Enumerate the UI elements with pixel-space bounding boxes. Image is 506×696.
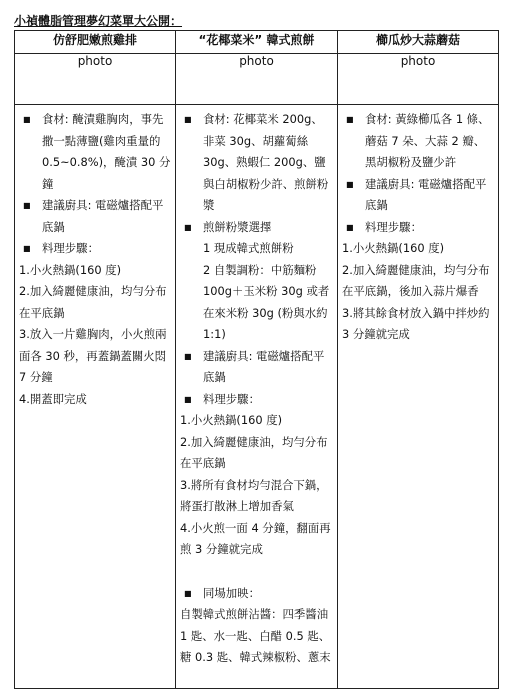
bullet-item <box>180 389 333 411</box>
page-title: 小禎體脂管理夢幻菜單大公開： <box>14 14 183 28</box>
bullet-item <box>180 583 333 605</box>
bullet-item <box>342 174 494 217</box>
bullet-square-icon: ■ <box>23 115 31 124</box>
side-text: 自製韓式煎餅沾醬：四季醬油 1 匙、水一匙、白醋 0.5 匙、糖 0.3 匙、韓式辣椒粉、蔥末 <box>180 607 331 664</box>
recipe-detail-chicken <box>15 105 176 689</box>
steps-label: 料理步驟： <box>42 241 99 255</box>
step-text: 1.小火熱鍋(160 度) <box>180 413 283 427</box>
side-label: 同場加映： <box>203 585 260 600</box>
steps-label: 料理步驟： <box>203 391 260 406</box>
header-row <box>15 31 499 54</box>
bullet-item <box>19 195 171 238</box>
recipe-detail-zucchini <box>338 105 499 689</box>
menu-table <box>14 30 499 689</box>
detail-row <box>15 105 499 689</box>
step-text: 3.放入一片雞胸肉，小火煎兩面各 30 秒，再蓋鍋蓋關火悶 7 分鐘 <box>19 327 167 384</box>
step-text: 3.將其餘食材放入鍋中拌炒約 3 分鐘就完成 <box>342 305 490 341</box>
ingredients-text: 食材: 黃綠櫛瓜各 1 條、蘑菇 7 朵、大蒜 2 瓣、黑胡椒粉及鹽少許 <box>365 112 490 169</box>
bullet-square-icon: ■ <box>346 179 354 189</box>
photo-row <box>15 54 499 105</box>
step-text: 2.加入綺麗健康油，均勻分布在平底鍋 <box>180 434 328 470</box>
batter-option-2: 2 自製調粉：中筋麵粉 100g＋玉米粉 30g 或者在來米粉 30g (粉與水約 1:1) <box>203 262 330 341</box>
bullet-item <box>180 109 333 217</box>
batter-label: 煎餅粉漿選擇 <box>203 219 272 234</box>
bullet-item <box>19 109 171 195</box>
column-title-pancake: “花椰菜米” 韓式煎餅 <box>176 31 338 54</box>
bullet-square-icon: ■ <box>346 115 354 124</box>
batter-option-1: 1 現成韓式煎餅粉 <box>203 241 294 255</box>
step-text: 1.小火熱鍋(160 度) <box>342 241 445 255</box>
recipe-detail-pancake <box>176 105 338 689</box>
bullet-item <box>180 346 333 389</box>
step-text: 2.加入綺麗健康油，均勻分布在平底鍋，後加入蒜片爆香 <box>342 262 490 298</box>
photo-placeholder-pancake: photo <box>176 54 338 105</box>
bullet-square-icon: ■ <box>184 588 192 598</box>
tools-text: 建議廚具: 電磁爐搭配平底鍋 <box>365 176 487 212</box>
bullet-square-icon: ■ <box>184 351 192 361</box>
spacer <box>180 561 333 583</box>
bullet-square-icon: ■ <box>23 244 31 253</box>
column-title-zucchini: 櫛瓜炒大蒜蘑菇 <box>338 31 499 54</box>
column-title-chicken: 仿舒肥嫩煎雞排 <box>15 31 176 54</box>
tools-text: 建議廚具: 電磁爐搭配平底鍋 <box>203 348 325 384</box>
step-text: 4.開蓋即完成 <box>19 391 87 406</box>
bullet-square-icon: ■ <box>184 115 192 124</box>
bullet-item <box>19 238 171 260</box>
bullet-square-icon: ■ <box>184 394 192 404</box>
step-text: 2.加入綺麗健康油，均勻分布在平底鍋 <box>19 284 167 320</box>
tools-text: 建議廚具: 電磁爐搭配平底鍋 <box>42 198 164 234</box>
bullet-item <box>342 217 494 239</box>
bullet-square-icon: ■ <box>346 222 354 232</box>
ingredients-text: 食材: 醃漬雞胸肉，事先撒一點薄鹽(雞肉重量的 0.5~0.8%)，醃漬 30 分鐘 <box>42 112 171 191</box>
step-text: 1.小火熱鍋(160 度) <box>19 262 122 277</box>
step-text: 3.將所有食材均勻混合下鍋，將蛋打散淋上增加香氣 <box>180 477 328 513</box>
bullet-square-icon: ■ <box>184 222 192 232</box>
photo-placeholder-zucchini: photo <box>338 54 499 105</box>
bullet-item <box>342 109 494 174</box>
bullet-item <box>180 217 333 239</box>
ingredients-text: 食材: 花椰菜米 200g、非菜 30g、胡蘿蔔絲 30g、熟蝦仁 200g、鹽與白胡椒粉少許、煎餅粉漿 <box>203 112 329 212</box>
photo-placeholder-chicken: photo <box>15 54 176 105</box>
step-text: 4.小火煎一面 4 分鐘，翻面再煎 3 分鐘就完成 <box>180 520 331 556</box>
bullet-square-icon: ■ <box>23 201 31 210</box>
steps-label: 料理步驟： <box>365 219 422 234</box>
